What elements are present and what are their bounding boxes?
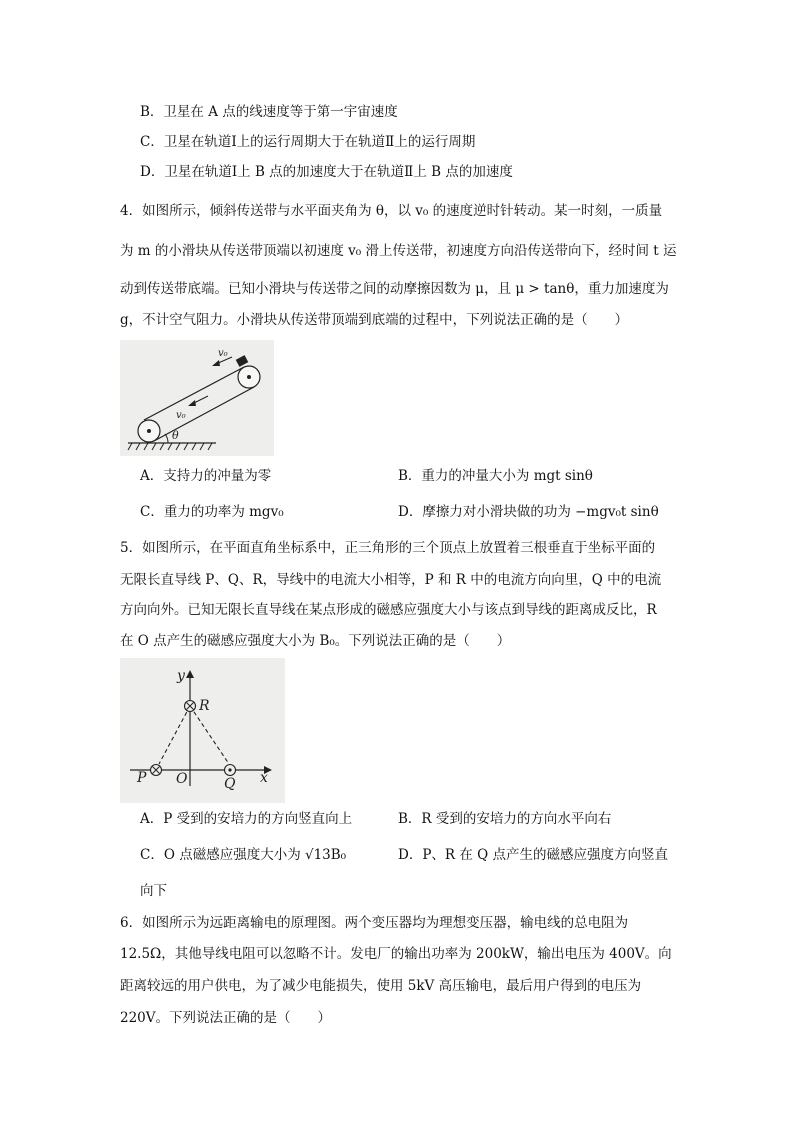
q5-stem-line-2: 无限长直导线 P、Q、R，导线中的电流大小相等，P 和 R 中的电流方向向里，Q 中的电流	[120, 572, 662, 588]
label-y-axis: y	[177, 668, 185, 684]
q6-stem-line-2: 12.5Ω，其他导线电阻可以忽略不计。发电厂的输出功率为 200kW，输出电压为 400V。向	[120, 946, 672, 962]
label-v0-mid: v₀	[176, 410, 186, 421]
option-c-prev: C．卫星在轨道Ⅰ上的运行周期大于在轨道Ⅱ上的运行周期	[140, 134, 476, 150]
q5-option-d: D．P、R 在 Q 点产生的磁感应强度方向竖直	[398, 847, 669, 863]
q4-stem-line-3: 动到传送带底端。已知小滑块与传送带之间的动摩擦因数为 μ，且 μ > tanθ，重力加速度为	[120, 281, 669, 297]
label-v0-top: v₀	[218, 348, 228, 359]
label-q: Q	[224, 776, 236, 792]
q5-option-b: B．R 受到的安培力的方向水平向右	[398, 811, 612, 827]
q5-stem-line-3: 方向向外。已知无限长直导线在某点形成的磁感应强度大小与该点到导线的距离成反比，R	[120, 602, 657, 618]
q6-stem-line-3: 距离较远的用户供电，为了减少电能损失，使用 5kV 高压输电，最后用户得到的电压为	[120, 978, 642, 994]
option-d-prev: D．卫星在轨道Ⅰ上 B 点的加速度大于在轨道Ⅱ上 B 点的加速度	[140, 164, 513, 180]
q5-option-d-continued: 向下	[140, 883, 167, 899]
q5-option-a: A．P 受到的安培力的方向竖直向上	[140, 811, 353, 827]
q4-option-b: B．重力的冲量大小为 mgt sinθ	[398, 468, 593, 484]
q4-option-c: C．重力的功率为 mgv₀	[140, 504, 284, 520]
q4-option-d: D．摩擦力对小滑块做的功为 −mgv₀t sinθ	[398, 504, 659, 520]
option-b-prev: B．卫星在 A 点的线速度等于第一宇宙速度	[140, 104, 398, 120]
conveyor-belt-figure	[120, 340, 274, 456]
q4-stem-line-4: g，不计空气阻力。小滑块从传送带顶端到底端的过程中，下列说法正确的是（ ）	[120, 312, 629, 328]
q5-stem-line-4: 在 O 点产生的磁感应强度大小为 B₀。下列说法正确的是（ ）	[120, 633, 511, 649]
label-p: P	[137, 770, 147, 786]
coordinate-wires-figure	[120, 658, 285, 803]
q4-stem-line-1: 4．如图所示，倾斜传送带与水平面夹角为 θ，以 v₀ 的速度逆时针转动。某一时刻，一质量	[120, 203, 663, 219]
q5-option-c: C．O 点磁感应强度大小为 √13B₀	[140, 847, 347, 863]
q6-stem-line-4: 220V。下列说法正确的是（ ）	[120, 1010, 332, 1026]
label-o: O	[176, 771, 188, 787]
q6-stem-line-1: 6．如图所示为远距离输电的原理图。两个变压器均为理想变压器，输电线的总电阻为	[120, 915, 629, 931]
q5-stem-line-1: 5．如图所示，在平面直角坐标系中，正三角形的三个顶点上放置着三根垂直于坐标平面的	[120, 540, 656, 556]
q4-option-a: A．支持力的冲量为零	[140, 468, 272, 484]
q4-stem-line-2: 为 m 的小滑块从传送带顶端以初速度 v₀ 滑上传送带，初速度方向沿传送带向下，经时间 t 运	[120, 243, 677, 259]
label-r: R	[199, 698, 210, 714]
label-theta: θ	[172, 429, 179, 442]
label-x-axis: x	[260, 770, 268, 786]
